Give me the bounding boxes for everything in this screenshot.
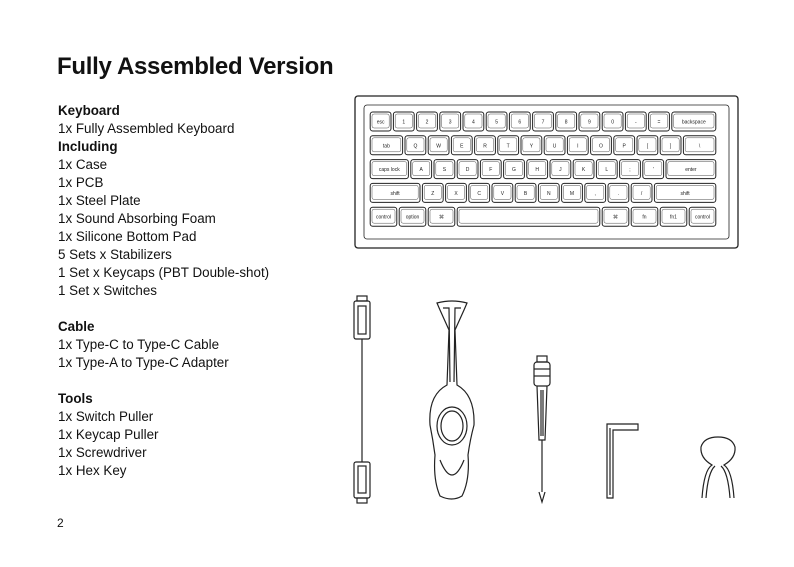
keycap-label: 9 <box>588 119 591 126</box>
list-item: 1x Steel Plate <box>58 193 141 208</box>
keycap-label: U <box>552 143 557 150</box>
keycap-label: V <box>500 190 505 197</box>
section-heading-keyboard: Keyboard <box>58 103 120 118</box>
keycap-label: F <box>489 167 493 174</box>
keycap-label: 5 <box>495 119 498 126</box>
section-heading-including: Including <box>58 139 118 154</box>
keycap-label: caps lock <box>378 167 400 174</box>
list-item: 1x Keycap Puller <box>58 427 159 442</box>
keycap-label: C <box>477 190 482 197</box>
keycap-label: M <box>569 190 575 197</box>
page-title: Fully Assembled Version <box>57 53 334 80</box>
list-item: 1 Set x Switches <box>58 283 157 298</box>
keycap-label: L <box>605 167 609 174</box>
keycap-label: 2 <box>425 119 429 126</box>
keycap-label: . <box>617 190 620 197</box>
list-item: 1x Silicone Bottom Pad <box>58 229 197 244</box>
keycap-label: ⌘ <box>613 214 618 221</box>
screwdriver-illustration <box>534 356 550 502</box>
keycap-label: W <box>436 143 441 150</box>
keycap-label: 8 <box>564 119 568 126</box>
keycap-label: N <box>546 190 551 197</box>
keycap-label: - <box>634 119 637 126</box>
keycap-label: option <box>405 214 420 221</box>
keycap-label: backspace <box>681 119 706 126</box>
keycap-label: S <box>442 167 447 174</box>
keycap-label: esc <box>376 119 385 126</box>
page-number: 2 <box>57 516 64 530</box>
keycap-label: fn1 <box>670 214 677 221</box>
keycap-label: G <box>512 167 516 174</box>
keycap-label: / <box>640 190 643 197</box>
keycap-label: ; <box>629 167 631 174</box>
keycap-label: Q <box>413 143 418 150</box>
keycaps <box>370 112 716 226</box>
keyboard-illustration <box>355 96 738 248</box>
keycap-label: H <box>535 167 540 174</box>
keycap-label: ⌘ <box>439 214 444 221</box>
list-item: 1x Hex Key <box>58 463 127 478</box>
keycap-label: D <box>465 167 470 174</box>
switch-puller-illustration <box>430 301 474 499</box>
keycap-label: 4 <box>472 119 475 126</box>
list-item: 5 Sets x Stabilizers <box>58 247 172 262</box>
keycap-label: , <box>594 190 596 197</box>
section-heading-tools: Tools <box>58 391 93 406</box>
keycap-label: = <box>657 119 661 126</box>
list-item: 1x Type-A to Type-C Adapter <box>58 355 229 370</box>
cable-illustration <box>354 296 370 503</box>
keycap-label: X <box>454 190 458 197</box>
keycap-label: ] <box>669 143 672 150</box>
list-item: 1x Fully Assembled Keyboard <box>58 121 235 136</box>
keycap-label: O <box>599 143 603 150</box>
keycap-label: 7 <box>541 119 545 126</box>
section-heading-cable: Cable <box>58 319 95 334</box>
keycap-label: P <box>622 143 626 150</box>
keycap-label: [ <box>646 143 649 150</box>
list-item: 1x Screwdriver <box>58 445 147 460</box>
keycap-label: shift <box>680 190 690 197</box>
keycap-label: A <box>419 167 423 174</box>
keycap-label: I <box>577 143 579 150</box>
keycap-label: 6 <box>518 119 522 126</box>
keycap-label: shift <box>390 190 400 197</box>
keycap-label: E <box>460 143 464 150</box>
keycap-label: tab <box>382 143 390 150</box>
list-item: 1 Set x Keycaps (PBT Double-shot) <box>58 265 270 280</box>
keycap-label: 0 <box>611 119 614 126</box>
hex-key-illustration <box>607 424 638 498</box>
keycap-label: control <box>375 214 392 221</box>
keycap-label: R <box>483 143 487 150</box>
keycap-label: 3 <box>448 119 452 126</box>
keycap-label: fn <box>642 214 647 221</box>
keycap-label: control <box>694 214 711 221</box>
keycap-label: T <box>506 143 510 150</box>
list-item: 1x PCB <box>58 175 104 190</box>
keycap-label: ' <box>652 167 654 174</box>
list-item: 1x Sound Absorbing Foam <box>58 211 216 226</box>
keycap-label: enter <box>685 167 697 174</box>
keycap-label: B <box>523 190 528 197</box>
keycap-label: Z <box>431 190 435 197</box>
list-item: 1x Switch Puller <box>58 409 154 424</box>
keycap-puller-illustration <box>701 437 735 498</box>
list-item: 1x Type-C to Type-C Cable <box>58 337 220 352</box>
keycap-label: 1 <box>402 119 406 126</box>
keycap-label: \ <box>698 143 701 150</box>
keycap-label: Y <box>529 143 534 150</box>
list-item: 1x Case <box>58 157 108 172</box>
keycap-label: K <box>581 167 586 174</box>
keycap-label: J <box>559 167 562 174</box>
